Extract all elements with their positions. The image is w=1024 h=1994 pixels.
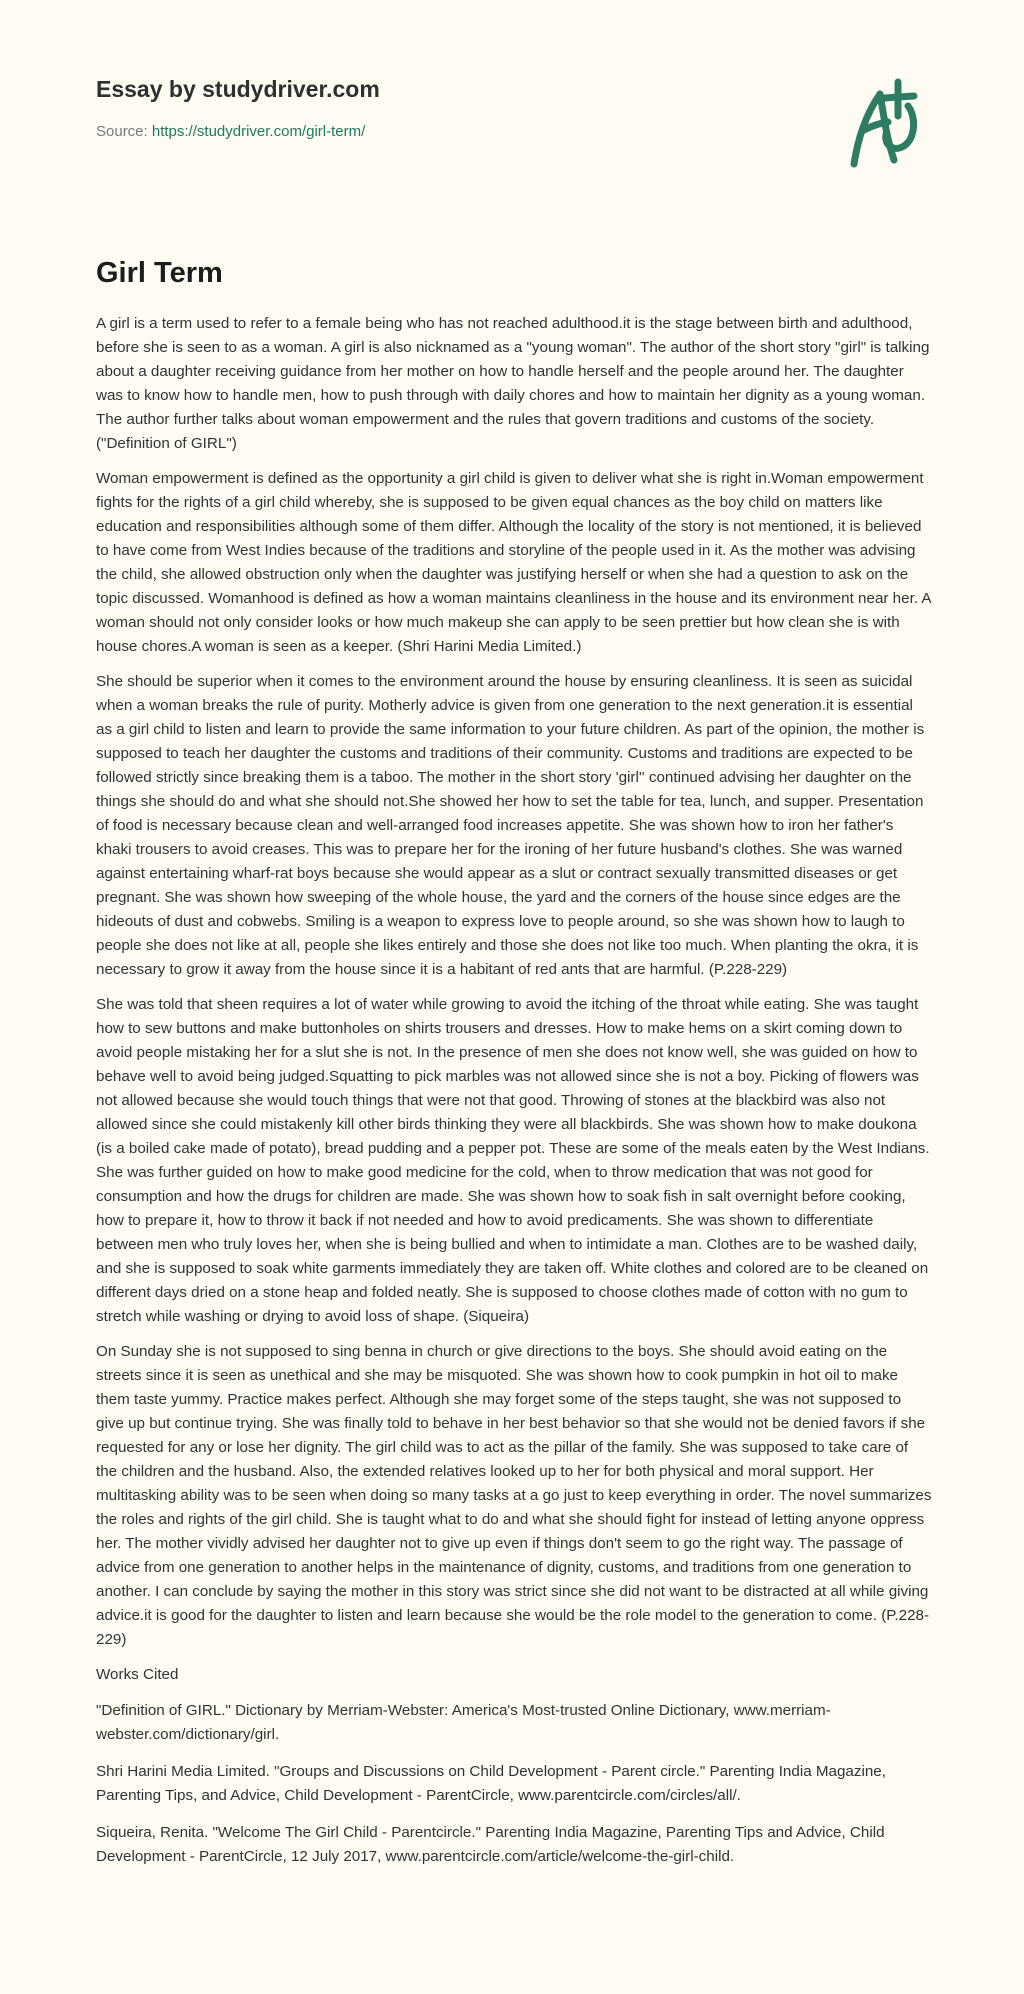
- a-plus-logo-icon: [824, 76, 924, 168]
- works-cited-heading: Works Cited: [96, 1666, 179, 1683]
- essay-body: [96, 312, 932, 1882]
- citation: "Definition of GIRL." Dictionary by Merriam-Webster: America's Most-trusted Online Dictionary, www.merriam-webster.com/dictionary/girl.: [96, 1702, 831, 1743]
- citation: Siqueira, Renita. "Welcome The Girl Child - Parentcircle." Parenting India Magazine, Parenting Tips and Advice, Child Development - ParentCircle, 12 July 2017, www.parentcircle.com/article/welcome-the-girl-child.: [96, 1824, 885, 1865]
- citation: Shri Harini Media Limited. "Groups and Discussions on Child Development - Parent circle." Parenting India Magazine, Parenting Tips, and Advice, Child Development - ParentCircle, www.parentcircle.com/circles/all/.: [96, 1763, 886, 1804]
- essay-paragraph: On Sunday she is not supposed to sing benna in church or give directions to the boys. She should avoid eating on the streets since it is seen as unethical and she may be misquoted. She was shown how to cook pumpkin in hot oil to make them taste yummy. Practice makes perfect. Although she may forget some of the steps taught, she was not supposed to give up but continue trying. She was finally told to behave in her best behavior so that she would not be denied favors if she requested for any or lose her dignity. The girl child was to act as the pillar of the family. She was supposed to take care of the children and the husband. Also, the extended relatives looked up to her for both physical and moral support. Her multitasking ability was to be seen when doing so many tasks at a go just to keep everything in order. The novel summarizes the roles and rights of the girl child. She is taught what to do and what she should fight for instead of letting anyone oppress her. The mother vividly advised her daughter not to give up even if things don't seem to go the right way. The passage of advice from one generation to another helps in the maintenance of dignity, customs, and traditions from one generation to another. I can conclude by saying the mother in this story was strict since she did not want to be distracted at all while giving advice.it is good for the daughter to listen and learn because she would be the role model to the generation to come. (P.228-229): [96, 1343, 932, 1648]
- essay-title: Girl Term: [96, 257, 223, 289]
- header: [96, 76, 932, 176]
- essay-paragraph: A girl is a term used to refer to a female being who has not reached adulthood.it is the stage between birth and adulthood, before she is seen to as a woman. A girl is also nicknamed as a "young woman". The author of the short story "girl" is talking about a daughter receiving guidance from her mother on how to handle herself and the people around her. The daughter was to know how to handle men, how to push through with daily chores and how to maintain her dignity as a young woman. The author further talks about woman empowerment and the rules that govern traditions and customs of the society. ("Definition of GIRL"): [96, 315, 930, 452]
- source-label: Source:: [96, 123, 152, 140]
- source-link[interactable]: https://studydriver.com/girl-term/: [151, 123, 366, 140]
- essay-paragraph: She was told that sheen requires a lot of water while growing to avoid the itching of the throat while eating. She was taught how to sew buttons and make buttonholes on shirts trousers and dresses. How to make hems on a skirt coming down to avoid people mistaking her for a slut she is not. In the presence of men she does not know well, she was guided on how to behave well to avoid being judged.Squatting to pick marbles was not allowed since she is not a boy. Picking of flowers was not allowed because she would touch things that were not that good. Throwing of stones at the blackbird was also not allowed since she could mistakenly kill other birds thinking they were all blackbirds. She was shown how to make doukona (is a boiled cake made of potato), bread pudding and a pepper pot. These are some of the meals eaten by the West Indians. She was further guided on how to make good medicine for the cold, when to throw medication that was not good for consumption and how the drugs for children are made. She was shown how to soak fish in salt overnight before cooking, how to prepare it, how to throw it back if not needed and how to avoid predicaments. She was shown to differentiate between men who truly loves her, when she is being bullied and when to intimidate a man. Clothes are to be washed daily, and she is supposed to soak white garments immediately they are taken off. White clothes and colored are to be cleaned on different days dried on a stone heap and folded neatly. She is supposed to choose clothes made of cotton with no gum to stretch while washing or drying to avoid loss of shape. (Siqueira): [96, 996, 930, 1325]
- essay-paragraph: Woman empowerment is defined as the opportunity a girl child is given to deliver what she is right in.Woman empowerment fights for the rights of a girl child whereby, she is supposed to be given equal chances as the boy child on matters like education and responsibilities although some of them differ. Although the locality of the story is not mentioned, it is believed to have come from West Indies because of the traditions and storyline of the people used in it. As the mother was advising the child, she allowed obstruction only when the daughter was justifying herself or when she had a question to ask on the topic discussed. Womanhood is defined as how a woman maintains cleanliness in the house and its environment near her. A woman should not only consider looks or how much makeup she can apply to be seen prettier but how clean she is with house chores.A woman is seen as a keeper. (Shri Harini Media Limited.): [96, 470, 931, 655]
- site-title: Essay by studydriver.com: [96, 76, 380, 102]
- essay-paragraph: She should be superior when it comes to the environment around the house by ensuring cleanliness. It is seen as suicidal when a woman breaks the rule of purity. Motherly advice is given from one generation to the next generation.it is essential as a girl child to listen and learn to provide the same information to your future children. As part of the opinion, the mother is supposed to teach her daughter the customs and traditions of their community. Customs and traditions are expected to be followed strictly since breaking them is a taboo. The mother in the short story 'girl'' continued advising her daughter on the things she should do and what she should not.She showed her how to set the table for tea, lunch, and supper. Presentation of food is necessary because clean and well-arranged food increases appetite. She was shown how to iron her father's khaki trousers to avoid creases. This was to prepare her for the ironing of her future husband's clothes. She was warned against entertaining wharf-rat boys because she would appear as a slut or contract sexually transmitted diseases or get pregnant. She was shown how sweeping of the whole house, the yard and the corners of the house since edges are the hideouts of dust and cobwebs. Smiling is a weapon to express love to people around, so she was shown how to laugh to people she does not like at all, people she likes entirely and those she does not like too much. When planting the okra, it is necessary to grow it away from the house since it is a habitant of red ants that are harmful. (P.228-229): [96, 673, 925, 978]
- source-line: [96, 122, 365, 141]
